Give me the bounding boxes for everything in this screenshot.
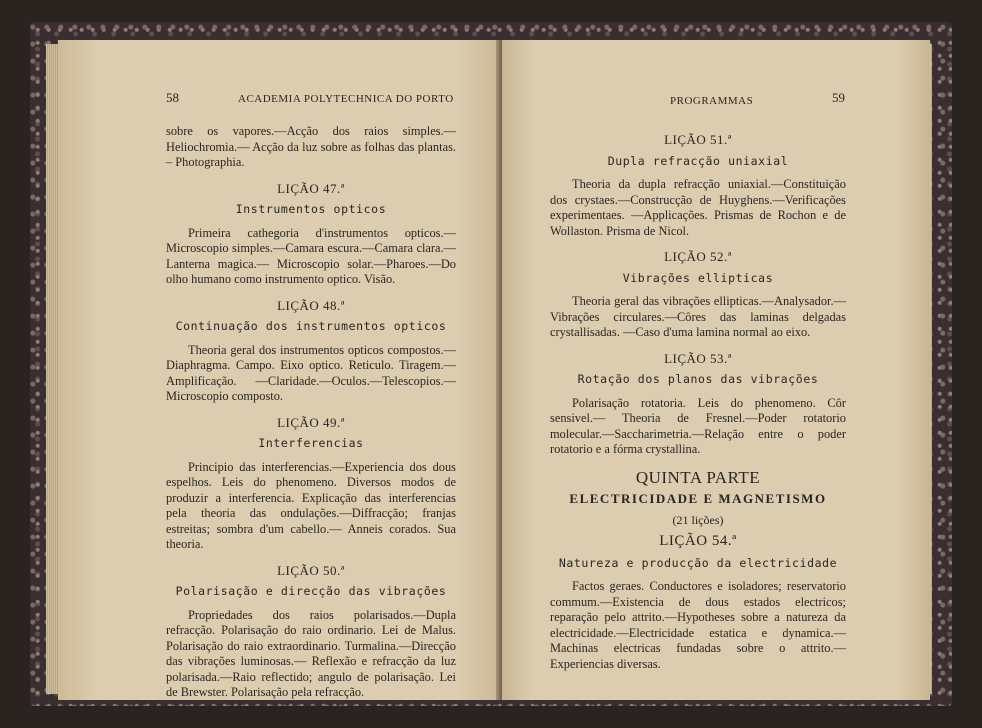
right-running-head: PROGRAMMAS <box>670 95 754 107</box>
lesson-body: Theoria geral das vibrações ellipticas.—Analysador.—Vibrações circulares.—Côres das laminas delgadas crystallisadas. —Caso d'uma lamina normal ao eixo. <box>550 294 846 339</box>
part-heading: ELECTRICIDADE E MAGNETISMO <box>569 491 827 506</box>
lesson-body: Factos geraes. Conductores e isoladores; reservatorio commum.—Existencia de dous estados electricos; reparação pelo attrito.—Hypotheses sobre a natureza da electricidade.—Electricidade estatica e dynamica.—Machinas electricas fundadas sobre o attrito.—Experiencias diversas. <box>550 579 846 671</box>
lesson-title: LIÇÃO 54.ª <box>659 533 737 549</box>
lesson-title: LIÇÃO 53.ª <box>664 350 732 366</box>
right-page-text <box>550 132 846 672</box>
right-page-number: 59 <box>832 90 845 105</box>
lesson-body: Polarisação rotatoria. Leis do phenomeno. Côr sensivel.— Theoria de Fresnel.—Poder rotatorio molecular.—Saccharimetria.—Relação entre o poder rotatorio e a fórma crystallina. <box>550 395 846 456</box>
left-page <box>58 40 500 700</box>
lesson-subtitle: Instrumentos opticos <box>235 202 387 216</box>
lesson-body: Propriedades dos raios polarisados.—Dupla refracção. Polarisação do raio ordinario. Lei de Malus. Polarisação do raio extraordinario. Turmalina.—Direcção das vibrações luminosas.— Reflexão e refracção da luz polarisada.—Raio reflectido; angulo de polarisação. Lei de Brewster. Polarisação pela refracção. <box>166 607 456 699</box>
left-running-head: ACADEMIA POLYTECHNICA DO PORTO <box>238 93 454 105</box>
lesson-subtitle: Dupla refracção uniaxial <box>607 153 789 168</box>
lesson-subtitle: Interferencias <box>258 436 364 450</box>
lesson-title: LIÇÃO 48.ª <box>277 297 345 313</box>
lesson-subtitle: Vibrações ellipticas <box>622 270 774 285</box>
lesson-subtitle: Natureza e producção da electricidade <box>558 555 838 570</box>
right-page <box>502 40 930 700</box>
lesson-title: LIÇÃO 52.ª <box>664 249 732 264</box>
lesson-subtitle: Rotação dos planos das vibrações <box>577 372 819 386</box>
lesson-body: Principio das interferencias.—Experiencia dos dous espelhos. Leis do phenomeno. Diversos modos de produzir a interferencia. Explicação das interferencias pela theoria das ondulações.—Diffracção; franjas estreitas; sombra d'um cabello.— Anneis corados. Sua theoria. <box>166 459 456 551</box>
left-page-text <box>166 124 456 701</box>
lesson-body: Theoria da dupla refracção uniaxial.—Constituição dos crystaes.—Construcção de Huyghens.—Verificações experimentaes. —Applicações. Prismas de Rochon e de Wollaston. Prisma de Nicol. <box>550 177 846 238</box>
lesson-subtitle: Continuação dos instrumentos opticos <box>175 319 447 333</box>
lesson-title: LIÇÃO 51.ª <box>664 132 732 147</box>
intro-paragraph: sobre os vapores.—Acção dos raios simples.—Heliochromia.— Acção da luz sobre as folhas das plantas. – Photographia. <box>166 124 456 169</box>
lesson-title: LIÇÃO 50.ª <box>277 562 345 578</box>
lesson-body: Primeira cathegoria d'instrumentos opticos.—Microscopio simples.—Camara escura.—Camara clara.—Lanterna magica.— Microscopio solar.—Pharoes.—Do olho humano como instrumento optico. Visão. <box>166 225 456 286</box>
part-title: QUINTA PARTE <box>635 467 761 487</box>
lesson-title: LIÇÃO 49.ª <box>277 414 345 430</box>
left-page-number: 58 <box>166 90 179 105</box>
lesson-title: LIÇÃO 47.ª <box>277 180 345 196</box>
lesson-subtitle: Polarisação e direcção das vibrações <box>175 584 447 598</box>
lesson-body: Theoria geral dos instrumentos opticos compostos.—Diaphragma. Campo. Eixo optico. Reticulo. Tiragem.—Amplificação. —Claridade.—Oculos.—Telescopios.—Microscopio composto. <box>166 342 456 403</box>
part-lesson-count: (21 lições) <box>672 512 724 527</box>
